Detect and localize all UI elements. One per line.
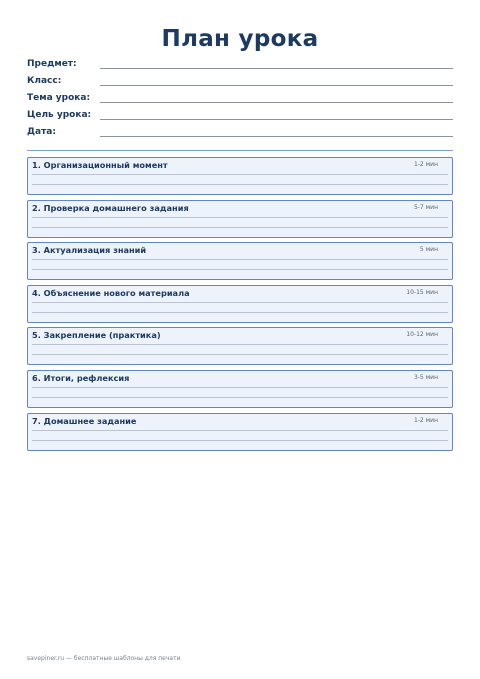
lesson-section: [27, 157, 453, 195]
section-title: 3. Актуализация знаний: [32, 245, 147, 256]
field-input-line[interactable]: [100, 68, 453, 69]
writing-line[interactable]: [32, 269, 448, 270]
field-label: Тема урока:: [27, 93, 91, 103]
section-duration: 1-2 мин: [413, 416, 438, 424]
writing-line[interactable]: [32, 312, 448, 313]
footer-credit: savepiner.ru — бесплатные шаблоны для печати: [27, 655, 181, 662]
writing-line[interactable]: [32, 259, 448, 260]
section-duration: 10-15 мин: [406, 288, 438, 296]
writing-line[interactable]: [32, 174, 448, 175]
header-fields: [27, 59, 453, 144]
writing-line[interactable]: [32, 217, 448, 218]
section-title: 6. Итоги, рефлексия: [32, 372, 130, 383]
field-class: [27, 76, 453, 93]
lesson-sections: [27, 157, 453, 455]
writing-line[interactable]: [32, 184, 448, 185]
section-title: 2. Проверка домашнего задания: [32, 202, 189, 213]
section-title: 4. Объяснение нового материала: [32, 287, 190, 298]
field-subject: [27, 59, 453, 76]
divider: [27, 150, 453, 151]
section-title: 7. Домашнее задание: [32, 415, 137, 426]
writing-line[interactable]: [32, 302, 448, 303]
section-title: 1. Организационный момент: [32, 160, 168, 170]
field-label: Класс:: [27, 76, 62, 86]
lesson-section: [27, 285, 453, 323]
section-duration: 1-2 мин: [413, 161, 438, 168]
lesson-section: [27, 413, 453, 451]
field-label: Предмет:: [27, 59, 77, 69]
section-title: 5. Закрепление (практика): [32, 330, 161, 341]
writing-line[interactable]: [32, 440, 448, 441]
section-duration: 3-5 мин: [413, 373, 438, 381]
lesson-section: [27, 242, 453, 280]
field-input-line[interactable]: [100, 102, 453, 103]
writing-line[interactable]: [32, 354, 448, 355]
lesson-section: [27, 327, 453, 365]
writing-line[interactable]: [32, 387, 448, 388]
writing-line[interactable]: [32, 344, 448, 345]
field-label: Цель урока:: [27, 110, 92, 120]
page-title: План урока: [161, 26, 319, 52]
field-date: [27, 127, 453, 144]
field-goal: [27, 110, 453, 127]
lesson-section: [27, 200, 453, 238]
writing-line[interactable]: [32, 227, 448, 228]
field-topic: [27, 93, 453, 110]
section-duration: 10-12 мин: [406, 331, 438, 339]
field-label: Дата:: [27, 127, 56, 137]
writing-line[interactable]: [32, 397, 448, 398]
field-input-line[interactable]: [100, 119, 453, 120]
field-input-line[interactable]: [100, 85, 453, 86]
writing-line[interactable]: [32, 430, 448, 431]
field-input-line[interactable]: [100, 136, 453, 137]
section-duration: 5 мин: [419, 246, 438, 254]
section-duration: 5-7 мин: [413, 203, 438, 211]
lesson-section: [27, 370, 453, 408]
